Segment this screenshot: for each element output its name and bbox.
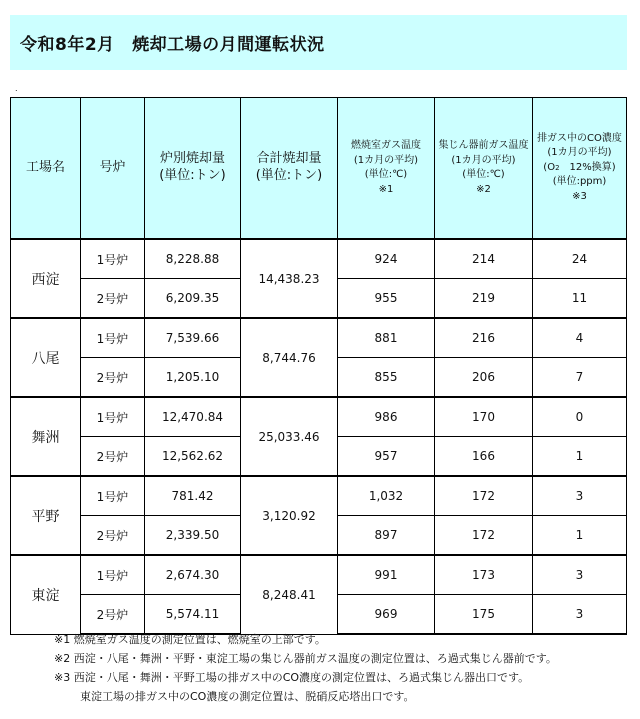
furnace-name: 2号炉 [81,358,145,398]
dust-temp: 214 [435,239,533,279]
header-co-ratio: 12%換算) [559,161,616,173]
total-amount: 8,248.41 [241,555,338,634]
plant-name: 西淀 [11,239,81,318]
header-amount [145,98,241,240]
gas-temp: 855 [338,358,435,398]
header-amount-line1: 炉別焼却量 [159,151,225,167]
furnace-amount: 2,339.50 [145,516,241,556]
furnace-name: 2号炉 [81,595,145,635]
dust-temp: 166 [435,437,533,477]
header-co-subscript: 2 [555,163,560,172]
table-row [11,318,627,358]
dust-temp: 206 [435,358,533,398]
header-gas-temp-line4: ※1 [378,183,394,195]
furnace-name: 2号炉 [81,516,145,556]
furnace-amount: 12,470.84 [145,397,241,437]
header-dust-temp-line4: ※2 [476,183,491,195]
table-row [11,476,627,516]
header-amount-line2: (単位:トン) [159,168,226,183]
dust-temp: 170 [435,397,533,437]
footnote-3-continued: 東淀工場の排ガス中のCO濃度の測定位置は、脱硝反応塔出口です。 [80,690,415,703]
header-dust-temp-line1: 集じん器前ガス温度 [438,140,529,151]
total-amount: 14,438.23 [241,239,338,318]
operation-table [10,97,627,635]
furnace-amount: 5,574.11 [145,595,241,635]
plant-name: 舞洲 [11,397,81,476]
header-gas-temp-line3: (単位:℃) [364,169,408,180]
gas-temp: 969 [338,595,435,635]
header-co-line4: (単位:ppm) [552,176,607,188]
footnotes [54,630,557,706]
header-row [11,98,627,240]
header-co-line1: 排ガス中のCO濃度 [537,132,622,144]
header-total [241,98,338,240]
header-mark: . [15,84,18,93]
gas-temp: 957 [338,437,435,477]
gas-temp: 1,032 [338,476,435,516]
page-title: 令和8年2月 焼却工場の月間運転状況 [10,15,627,70]
header-co-line5: ※3 [572,190,587,202]
furnace-amount: 12,562.62 [145,437,241,477]
co-concentration: 3 [533,476,627,516]
header-total-line1: 合計焼却量 [256,151,322,167]
furnace-amount: 6,209.35 [145,279,241,319]
table-row [11,239,627,279]
gas-temp: 924 [338,239,435,279]
header-co-line3 [533,161,626,176]
co-concentration: 3 [533,555,627,595]
total-amount: 8,744.76 [241,318,338,397]
furnace-name: 1号炉 [81,476,145,516]
co-concentration: 24 [533,239,627,279]
furnace-amount: 2,674.30 [145,555,241,595]
furnace-name: 1号炉 [81,239,145,279]
dust-temp: 216 [435,318,533,358]
plant-name: 平野 [11,476,81,555]
header-gas-temp-line2: (1カ月の平均) [353,154,419,166]
furnace-name: 1号炉 [81,397,145,437]
plant-name: 八尾 [11,318,81,397]
header-co-line2: (1カ月の平均) [547,147,612,159]
header-dust-temp [435,98,533,240]
table-row [11,555,627,595]
header-dust-temp-line2: (1カ月の平均) [451,154,516,166]
furnace-amount: 1,205.10 [145,358,241,398]
gas-temp: 986 [338,397,435,437]
furnace-name: 2号炉 [81,279,145,319]
header-co [533,98,627,240]
dust-temp: 219 [435,279,533,319]
furnace-amount: 8,228.88 [145,239,241,279]
dust-temp: 173 [435,555,533,595]
header-furnace: 号炉 [81,98,145,240]
furnace-name: 1号炉 [81,318,145,358]
dust-temp: 172 [435,516,533,556]
footnote-2: ※2 西淀・八尾・舞洲・平野・東淀工場の集じん器前ガス温度の測定位置は、ろ過式集じん器前です。 [54,652,557,665]
dust-temp: 175 [435,595,533,635]
co-concentration: 0 [533,397,627,437]
co-concentration: 1 [533,516,627,556]
header-gas-temp-line1: 燃焼室ガス温度 [351,140,421,151]
total-amount: 3,120.92 [241,476,338,555]
gas-temp: 897 [338,516,435,556]
furnace-amount: 7,539.66 [145,318,241,358]
table-row [11,397,627,437]
gas-temp: 881 [338,318,435,358]
co-concentration: 1 [533,437,627,477]
table-body [11,239,627,634]
plant-name: 東淀 [11,555,81,634]
dust-temp: 172 [435,476,533,516]
total-amount: 25,033.46 [241,397,338,476]
header-dust-temp-line3: (単位:℃) [462,169,505,180]
footnote-1: ※1 燃焼室ガス温度の測定位置は、燃焼室の上部です。 [54,633,326,646]
header-plant: 工場名 [11,98,81,240]
co-concentration: 7 [533,358,627,398]
gas-temp: 991 [338,555,435,595]
co-concentration: 3 [533,595,627,635]
header-gas-temp [338,98,435,240]
co-concentration: 11 [533,279,627,319]
furnace-name: 1号炉 [81,555,145,595]
header-total-line2: (単位:トン) [255,168,323,183]
gas-temp: 955 [338,279,435,319]
footnote-3: ※3 西淀・八尾・舞洲・平野工場の排ガス中のCO濃度の測定位置は、ろ過式集じん器出口です。 [54,671,530,684]
furnace-name: 2号炉 [81,437,145,477]
co-concentration: 4 [533,318,627,358]
furnace-amount: 781.42 [145,476,241,516]
header-co-o: (O [543,161,556,173]
